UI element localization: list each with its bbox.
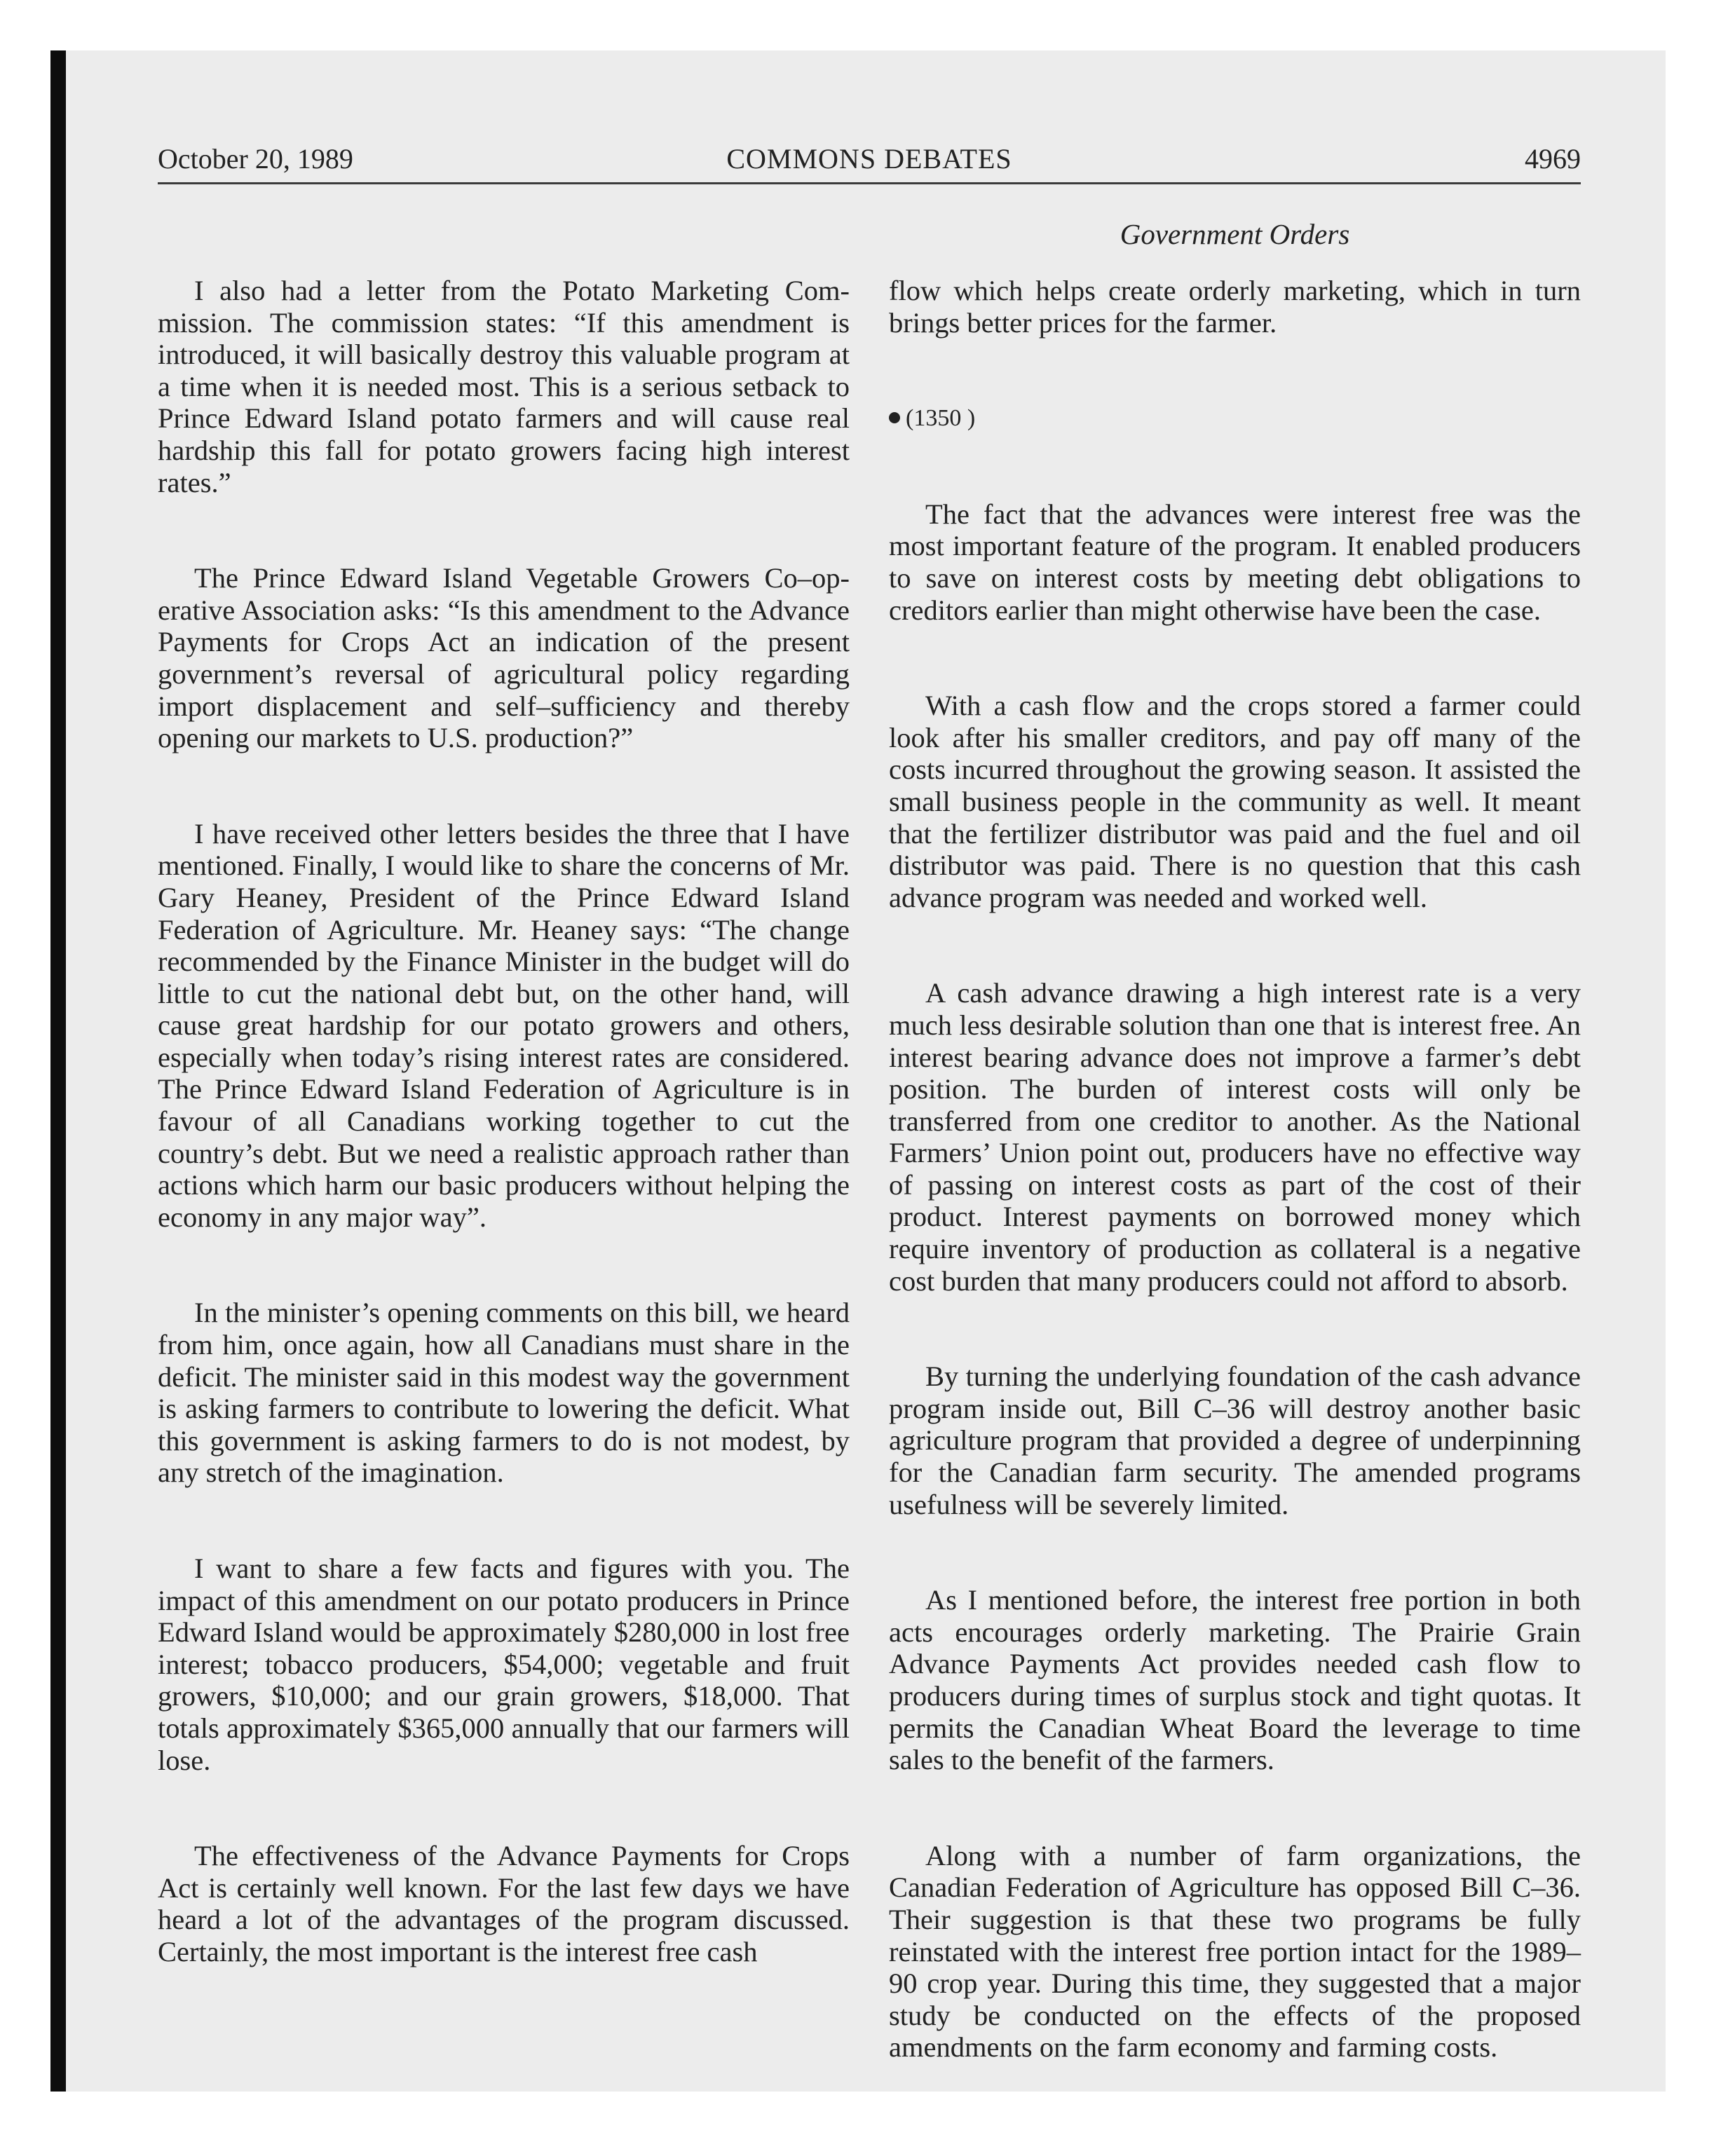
page-header <box>158 142 1581 182</box>
paragraph: The effectiveness of the Advance Payments for Crops Act is certainly well known. For the last few days we have heard a lot of the advantages of the program discussed. Certainly, the most important is the interest free cash <box>158 1840 850 1967</box>
header-title: COMMONS DEBATES <box>726 143 1012 175</box>
right-column <box>889 275 1581 2063</box>
paragraph: The fact that the advances were interest free was the most important feature of the program. It enabled producers to save on interest costs by meeting debt obligations to creditors earlier than might otherwise have been the case. <box>889 498 1581 626</box>
time-marker-label: (1350 ) <box>906 405 976 432</box>
paragraph: I have received other letters besides the three that I have mentioned. Finally, I would like to share the concerns of Mr. Gary Heaney, President of the Prince Edward Island Federation of Agriculture. Mr. Heaney says: “The change recommended by the Finance Minister in the budget will do little to cut the national debt but, on the other hand, will cause great hardship for our potato growers and others, especially when today’s rising interest rates are considered. The Prince Edward Island Federation of Agriculture is in favour of all Canadians working together to cut the country’s debt. But we need a realistic approach rather than actions which harm our basic producers without helping the economy in any major way”. <box>158 817 850 1233</box>
paragraph: I want to share a few facts and figures with you. The impact of this amendment on our potato producers in Prince Edward Island would be approximately $280,000 in lost free interest; tobacco producers, $54,000; vegetable and fruit growers, $10,000; and our grain growers, $18,000. That totals approximately $365,000 annually that our farmers will lose. <box>158 1553 850 1776</box>
paragraph: As I mentioned before, the interest free portion in both acts encourages orderly marketing. The Prairie Grain Advance Payments Act provides needed cash flow to producers during times of surplus stock and tight quotas. It permits the Canadian Wheat Board the leverage to time sales to the benefit of the farmers. <box>889 1584 1581 1776</box>
paragraph: I also had a letter from the Potato Marketing Commission. The commission states: “If this amendment is introduced, it will basically destroy this valuable program at a time when it is needed most. This is a serious setback to Prince Edward Island potato farmers and will cause real hardship this fall for potato growers facing high interest rates.” <box>158 275 850 498</box>
page-number: 4969 <box>1525 143 1581 175</box>
header-rule <box>158 182 1581 184</box>
paragraph: Along with a number of farm organizations, the Canadian Federation of Agriculture has opposed Bill C–36. Their suggestion is that these two programs be fully reinstated with the interest free portion intact for the 1989–90 crop year. During this time, they suggested that a major study be conducted on the effects of the proposed amendments on the farm economy and farming costs. <box>889 1839 1581 2063</box>
bullet-icon <box>889 412 900 423</box>
header-date: October 20, 1989 <box>158 143 353 175</box>
binding-edge <box>50 50 66 2092</box>
section-label: Government Orders <box>1120 218 1350 250</box>
continued-paragraph: flow which helps create orderly marketing, which in turn brings better prices for the farmer. <box>889 275 1581 339</box>
paragraph: With a cash flow and the crops stored a farmer could look after his smaller creditors, and pay off many of the costs incurred throughout the growing season. It assisted the small business people in the community as well. It meant that the fertilizer distributor was paid and the fuel and oil distributor was paid. There is no question that this cash advance program was needed and worked well. <box>889 690 1581 913</box>
paragraph: The Prince Edward Island Vegetable Growers Co–operative Association asks: “Is this amendment to the Advance Payments for Crops Act an indication of the present government’s reversal of agricultural policy regarding import displacement and self–sufficiency and thereby opening our markets to U.S. production?” <box>158 562 850 754</box>
time-marker <box>889 402 1581 435</box>
paragraph: In the minister’s opening comments on this bill, we heard from him, once again, how all Canadians must share in the deficit. The minister said in this modest way the government is asking farmers to contribute to lowering the deficit. What this government is asking farmers to do is not modest, by any stretch of the imagination. <box>158 1297 850 1489</box>
left-column <box>158 275 850 1968</box>
paragraph: A cash advance drawing a high interest rate is a very much less desirable solution than one that is interest free. An interest bearing advance does not improve a farmer’s debt position. The burden of interest costs will only be transferred from one creditor to another. As the National Farmers’ Union point out, producers have no effective way of passing on interest costs as part of the cost of their product. Interest payments on borrowed money which require inventory of production as collateral is a negative cost burden that many producers could not afford to absorb. <box>889 977 1581 1297</box>
paragraph: By turning the underlying foundation of the cash advance program inside out, Bill C–36 will destroy another basic agriculture program that provided a degree of underpinning for the Canadian farm security. The amended programs usefulness will be severely limited. <box>889 1360 1581 1520</box>
